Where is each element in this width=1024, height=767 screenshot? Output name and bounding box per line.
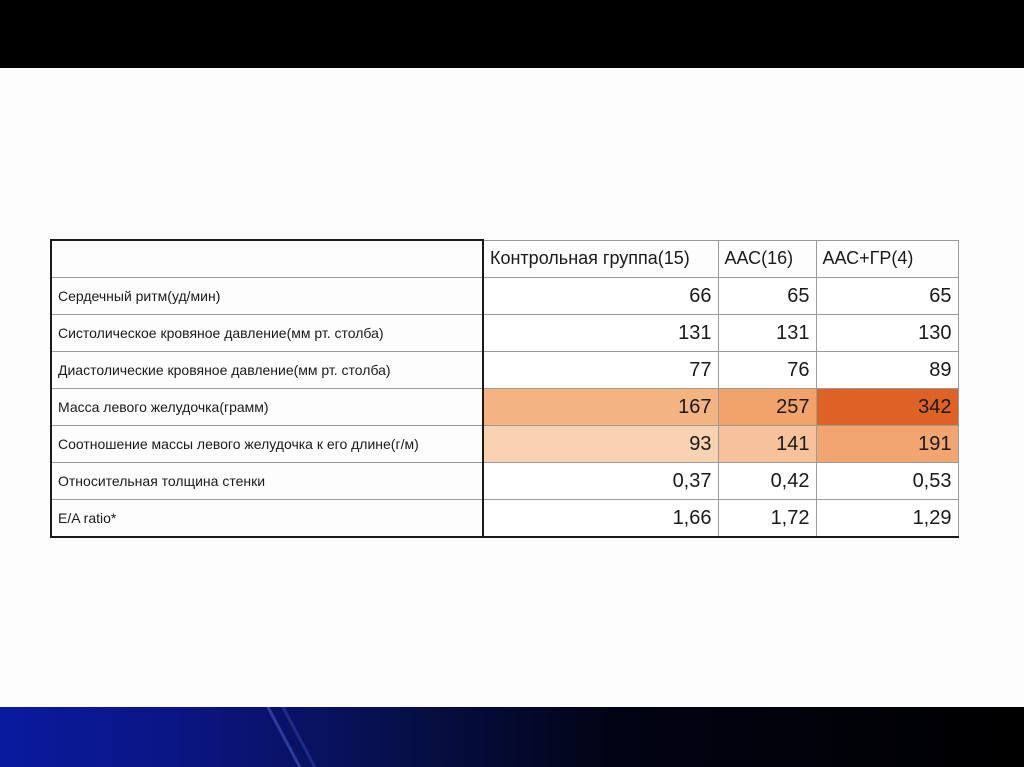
value-cell: 0,37 [483, 463, 718, 500]
bottom-decorative-bar [0, 707, 1024, 767]
value-cell: 131 [483, 315, 718, 352]
table-row [51, 278, 958, 315]
row-label: E/A ratio* [51, 500, 483, 538]
row-label: Относительная толщина стенки [51, 463, 483, 500]
header-cell-aas-gr: ААС+ГР(4) [816, 240, 958, 278]
value-cell: 66 [483, 278, 718, 315]
value-cell: 0,42 [718, 463, 816, 500]
value-cell: 65 [816, 278, 958, 315]
table-row [51, 352, 958, 389]
table-row [51, 500, 958, 538]
data-table [50, 239, 959, 538]
table-row [51, 389, 958, 426]
value-cell: 130 [816, 315, 958, 352]
header-cell-aas: ААС(16) [718, 240, 816, 278]
value-cell: 342 [816, 389, 958, 426]
value-cell: 89 [816, 352, 958, 389]
table-row [51, 426, 958, 463]
value-cell: 0,53 [816, 463, 958, 500]
value-cell: 1,72 [718, 500, 816, 538]
value-cell: 191 [816, 426, 958, 463]
value-cell: 77 [483, 352, 718, 389]
value-cell: 1,29 [816, 500, 958, 538]
row-label: Сердечный ритм(уд/мин) [51, 278, 483, 315]
header-row [51, 240, 958, 278]
header-cell-control: Контрольная группа(15) [483, 240, 718, 278]
top-black-bar [0, 0, 1024, 68]
row-label: Диастолические кровяное давление(мм рт. столба) [51, 352, 483, 389]
header-cell-empty [51, 240, 483, 278]
value-cell: 1,66 [483, 500, 718, 538]
value-cell: 65 [718, 278, 816, 315]
value-cell: 257 [718, 389, 816, 426]
value-cell: 93 [483, 426, 718, 463]
table-row [51, 315, 958, 352]
row-label: Соотношение массы левого желудочка к его длине(г/м) [51, 426, 483, 463]
row-label: Систолическое кровяное давление(мм рт. столба) [51, 315, 483, 352]
value-cell: 167 [483, 389, 718, 426]
value-cell: 131 [718, 315, 816, 352]
table-row [51, 463, 958, 500]
value-cell: 76 [718, 352, 816, 389]
row-label: Масса левого желудочка(грамм) [51, 389, 483, 426]
value-cell: 141 [718, 426, 816, 463]
